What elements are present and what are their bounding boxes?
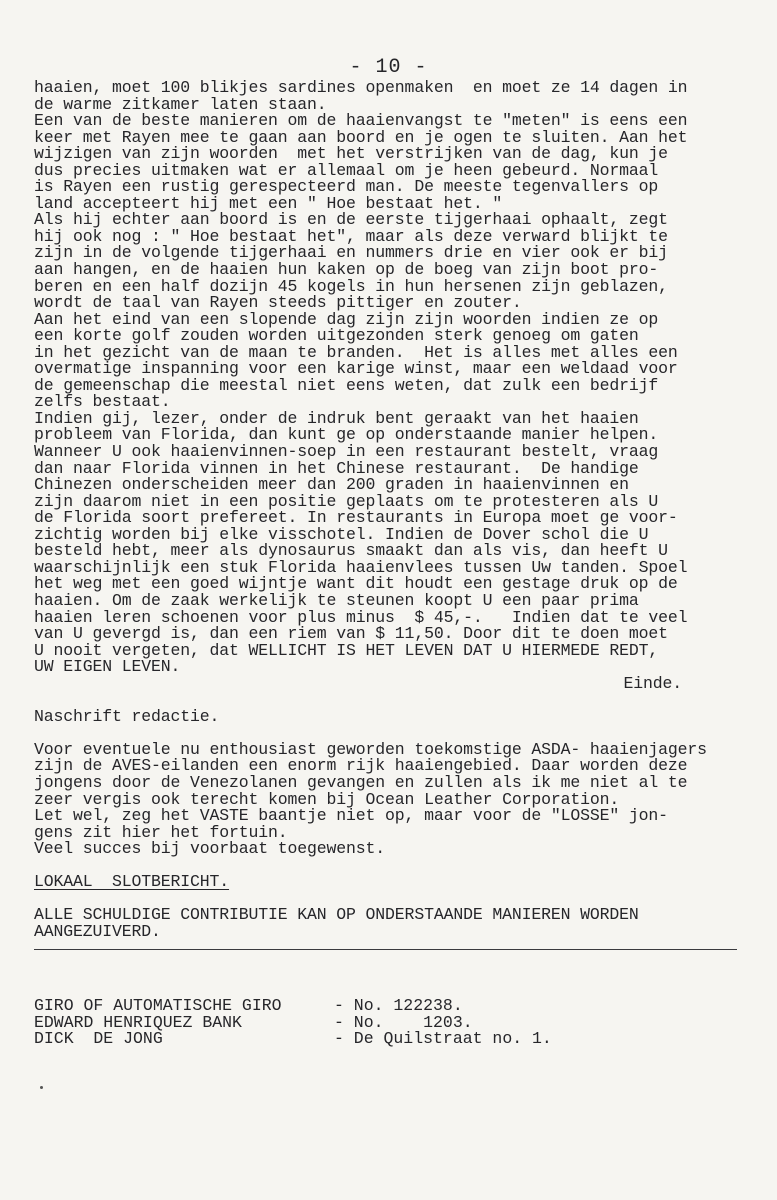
text-line: probleem van Florida, dan kunt ge op onderstaande manier helpen.	[34, 425, 659, 445]
text-line: ALLE SCHULDIGE CONTRIBUTIE KAN OP ONDERSTAANDE MANIEREN WORDEN	[34, 905, 639, 925]
text-line: zijn daarom niet in een positie geplaats om te protesteren als U	[34, 491, 659, 511]
text-line: de Florida soort prefereet. In restaurants in Europa moet ge voor-	[34, 508, 678, 528]
text-line: Voor eventuele nu enthousiast geworden toekomstige ASDA- haaienjagers	[34, 739, 707, 759]
text-line: Veel succes bij voorbaat toegewenst.	[34, 839, 386, 859]
text-line: haaien. Om de zaak werkelijk te steunen koopt U een paar prima	[34, 590, 639, 610]
text-line: AANGEZUIVERD.	[34, 921, 161, 941]
text-line: van U gevergd is, dan een riem van $ 11,50. Door dit te doen moet	[34, 624, 668, 644]
horizontal-rule	[34, 949, 737, 950]
text-line: Aan het eind van een slopende dag zijn zijn woorden indien ze op	[34, 309, 659, 329]
text-line: zelfs bestaat.	[34, 392, 171, 412]
text-line: in het gezicht van de maan te branden. Het is alles met alles een	[34, 342, 678, 362]
payment-row	[34, 1031, 674, 1048]
postscript-title: Naschrift redactie.	[34, 706, 220, 726]
text-line: beren en een half dozijn 45 kogels in hun hersenen zijn geblazen,	[34, 276, 668, 296]
text-line: besteld hebt, meer als dynosaurus smaakt dan als vis, dan heeft U	[34, 541, 668, 561]
text-line: Een van de beste manieren om de haaienvangst te "meten" is eens een	[34, 111, 688, 131]
text-line: waarschijnlijk een stuk Florida haaienvlees tussen Uw tanden. Spoel	[34, 557, 688, 577]
section-title: LOKAAL SLOTBERICHT.	[34, 872, 230, 892]
text-line: Wanneer U ook haaienvinnen-soep in een restaurant bestelt, vraag	[34, 442, 659, 462]
payment-label: EDWARD HENRIQUEZ BANK	[34, 1012, 242, 1032]
text-line: aan hangen, en de haaien hun kaken op de boeg van zijn boot pro-	[34, 260, 659, 280]
article-paragraph	[34, 113, 774, 676]
text-line: is Rayen een rustig gerespecteerd man. De meeste tegenvallers op	[34, 177, 659, 197]
text-line: dan naar Florida vinnen in het Chinese restaurant. De handige	[34, 458, 639, 478]
text-line: het weg met een goed wijntje want dit houdt een gestage druk op de	[34, 574, 678, 594]
text-line: zichtig worden bij elke visschotel. Indien de Dover schol die U	[34, 524, 649, 544]
text-line: UW EIGEN LEVEN.	[34, 657, 181, 677]
text-line: overmatige inspanning voor een karige winst, maar een weldaad voor	[34, 359, 678, 379]
text-line: Indien gij, lezer, onder de indruk bent geraakt van het haaien	[34, 408, 639, 428]
text-line: Chinezen onderscheiden meer dan 200 graden in haaienvinnen en	[34, 475, 629, 495]
text-line: gens zit hier het fortuin.	[34, 822, 288, 842]
text-line: dus precies uitmaken wat er allemaal om je heen gebeurd. Normaal	[34, 160, 659, 180]
payment-label: GIRO OF AUTOMATISCHE GIRO	[34, 996, 282, 1015]
text-line: U nooit vergeten, dat WELLICHT IS HET LEVEN DAT U HIERMEDE REDT,	[34, 640, 659, 660]
text-line: een korte golf zouden worden uitgezonden sterk genoeg om gaten	[34, 326, 639, 346]
payment-value: - De Quilstraat no. 1.	[334, 1029, 552, 1049]
text-line: hij ook nog : " Hoe bestaat het", maar als deze verward blijkt te	[34, 226, 668, 246]
stray-mark	[40, 1086, 43, 1089]
text-line: wordt de taal van Rayen steeds pittiger en zouter.	[34, 293, 522, 313]
payment-value: - No. 1203.	[334, 1012, 473, 1032]
text-line: land accepteert hij met een " Hoe bestaat het. "	[34, 193, 503, 213]
text-line: zijn de AVES-eilanden een enorm rijk haaiengebied. Daar worden deze	[34, 756, 688, 776]
text-line: wijzigen van zijn woorden met het verstrijken van de dag, kun je	[34, 144, 668, 164]
text-line: de warme zitkamer laten staan.	[34, 94, 327, 114]
notice-paragraph	[34, 907, 774, 940]
page-number: - 10 -	[349, 56, 428, 79]
text-line: keer met Rayen mee te gaan aan boord en je ogen te sluiten. Aan het	[34, 127, 688, 147]
postscript-paragraph	[34, 739, 774, 859]
text-line: zijn in de volgende tijgerhaai en nummers drie en vier ook er bij	[34, 243, 668, 263]
text-line: zeer vergis ook terecht komen bij Ocean Leather Corporation.	[34, 789, 620, 809]
payment-label: DICK DE JONG	[34, 1029, 163, 1049]
text-line: jongens door de Venezolanen gevangen en zullen als ik me niet al te	[34, 772, 688, 792]
payment-table	[34, 998, 674, 1048]
document-body	[34, 80, 774, 940]
struck-paragraph	[34, 80, 774, 113]
text-line: haaien, moet 100 blikjes sardines openmaken en moet ze 14 dagen in	[34, 78, 688, 97]
text-line: haaien leren schoenen voor plus minus $ 45,-. Indien dat te veel	[34, 607, 688, 627]
text-line: Als hij echter aan boord is en de eerste tijgerhaai ophaalt, zegt	[34, 210, 668, 230]
payment-value: - No. 122238.	[334, 996, 463, 1015]
text-line: Let wel, zeg het VASTE baantje niet op, maar voor de "LOSSE" jon-	[34, 806, 668, 826]
signoff: Einde.	[623, 673, 682, 693]
text-line: de gemeenschap die meestal niet eens weten, dat zulk een bedrijf	[34, 375, 659, 395]
